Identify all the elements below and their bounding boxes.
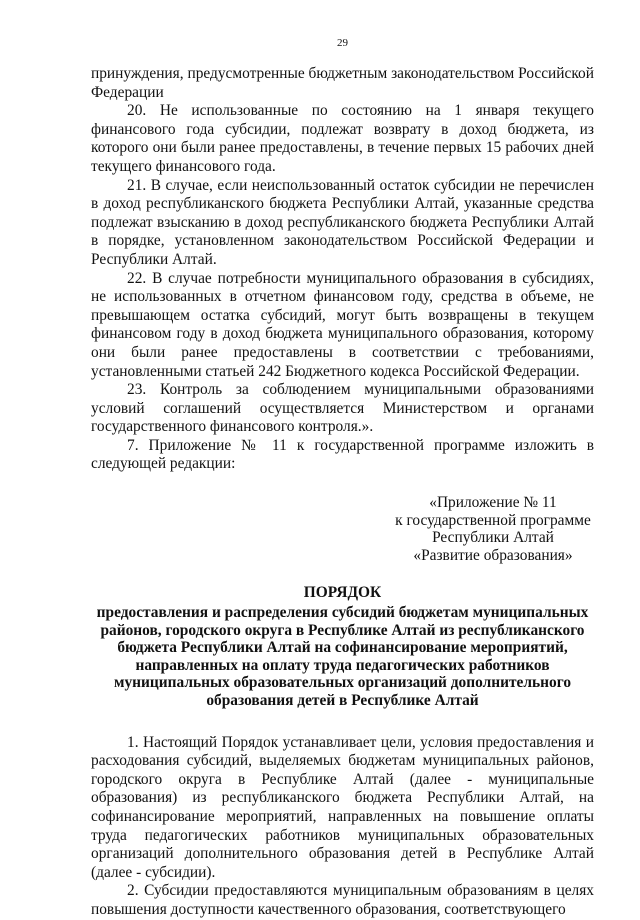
appendix-reference [393, 494, 593, 564]
appendix-line-1: «Приложение № 11 [429, 494, 557, 512]
heading-subtitle: предоставления и распределения субсидий бюджетам муниципальных районов, городского округа в Республике Алтай из республиканского бюджета Республики Алтай на софинансирование мероприятий, направленных на оплату труда педагогических работников муниципальных образовательных организаций дополнительного образования детей в Республике Алтай [96, 604, 589, 709]
paragraph-item-1: 1. Настоящий Порядок устанавливает цели, условия предоставления и расходования субсидий, выделяемых бюджетам муниципальных районов, городского округа в Республике Алтай (далее - муниципальные образования) из республиканского бюджета Республики Алтай, на софинансирование мероприятий, направленных на повышение оплаты труда педагогических работников муниципальных образовательных организаций дополнительного образования детей в Республике Алтай (далее - субсидии). [91, 733, 594, 881]
paragraph-item-22: 22. В случае потребности муниципального образования в субсидиях, не использованных в отчетном финансовом году, средства в объеме, не превышающем остатка субсидий, могут быть возвращены в текущем финансовом году в доход бюджета муниципального образования, которому они были ранее предоставлены в соответствии с требованиями, установленными статьей 242 Бюджетного кодекса Российской Федерации. [91, 269, 594, 380]
appendix-line-4: «Развитие образования» [413, 546, 573, 564]
paragraph-item-21: 21. В случае, если неиспользованный остаток субсидии не перечислен в доход республиканского бюджета Республики Алтай, указанные средства подлежат взысканию в доход республиканского бюджета Республики Алтай в порядке, установленном законодательством Российской Федерации и Республики Алтай. [91, 176, 594, 268]
heading-title: ПОРЯДОК [303, 584, 382, 602]
paragraph-continuation: принуждения, предусмотренные бюджетным законодательством Российской Федерации [91, 65, 594, 101]
paragraph-item-2: 2. Субсидии предоставляются муниципальным образованиям в целях повышения доступности качественного образования, соответствующего [91, 882, 594, 918]
appendix-line-3: Республики Алтай [432, 529, 554, 547]
appendix-line-2: к государственной программе [395, 511, 591, 529]
paragraph-item-7: 7. Приложение № 11 к государственной программе изложить в следующей редакции: [91, 436, 594, 473]
paragraph-item-23: 23. Контроль за соблюдением муниципальными образованиями условий соглашений осуществляется Министерством и органами государственного финансового контроля.». [91, 381, 594, 436]
document-heading [91, 584, 594, 709]
page-number: 29 [337, 37, 348, 49]
document-page [91, 36, 594, 920]
paragraph-item-20: 20. Не использованные по состоянию на 1 января текущего финансового года субсидии, подлежат возврату в доход бюджета, из которого они были ранее предоставлены, в течение первых 15 рабочих дней текущего финансового года. [91, 102, 594, 175]
